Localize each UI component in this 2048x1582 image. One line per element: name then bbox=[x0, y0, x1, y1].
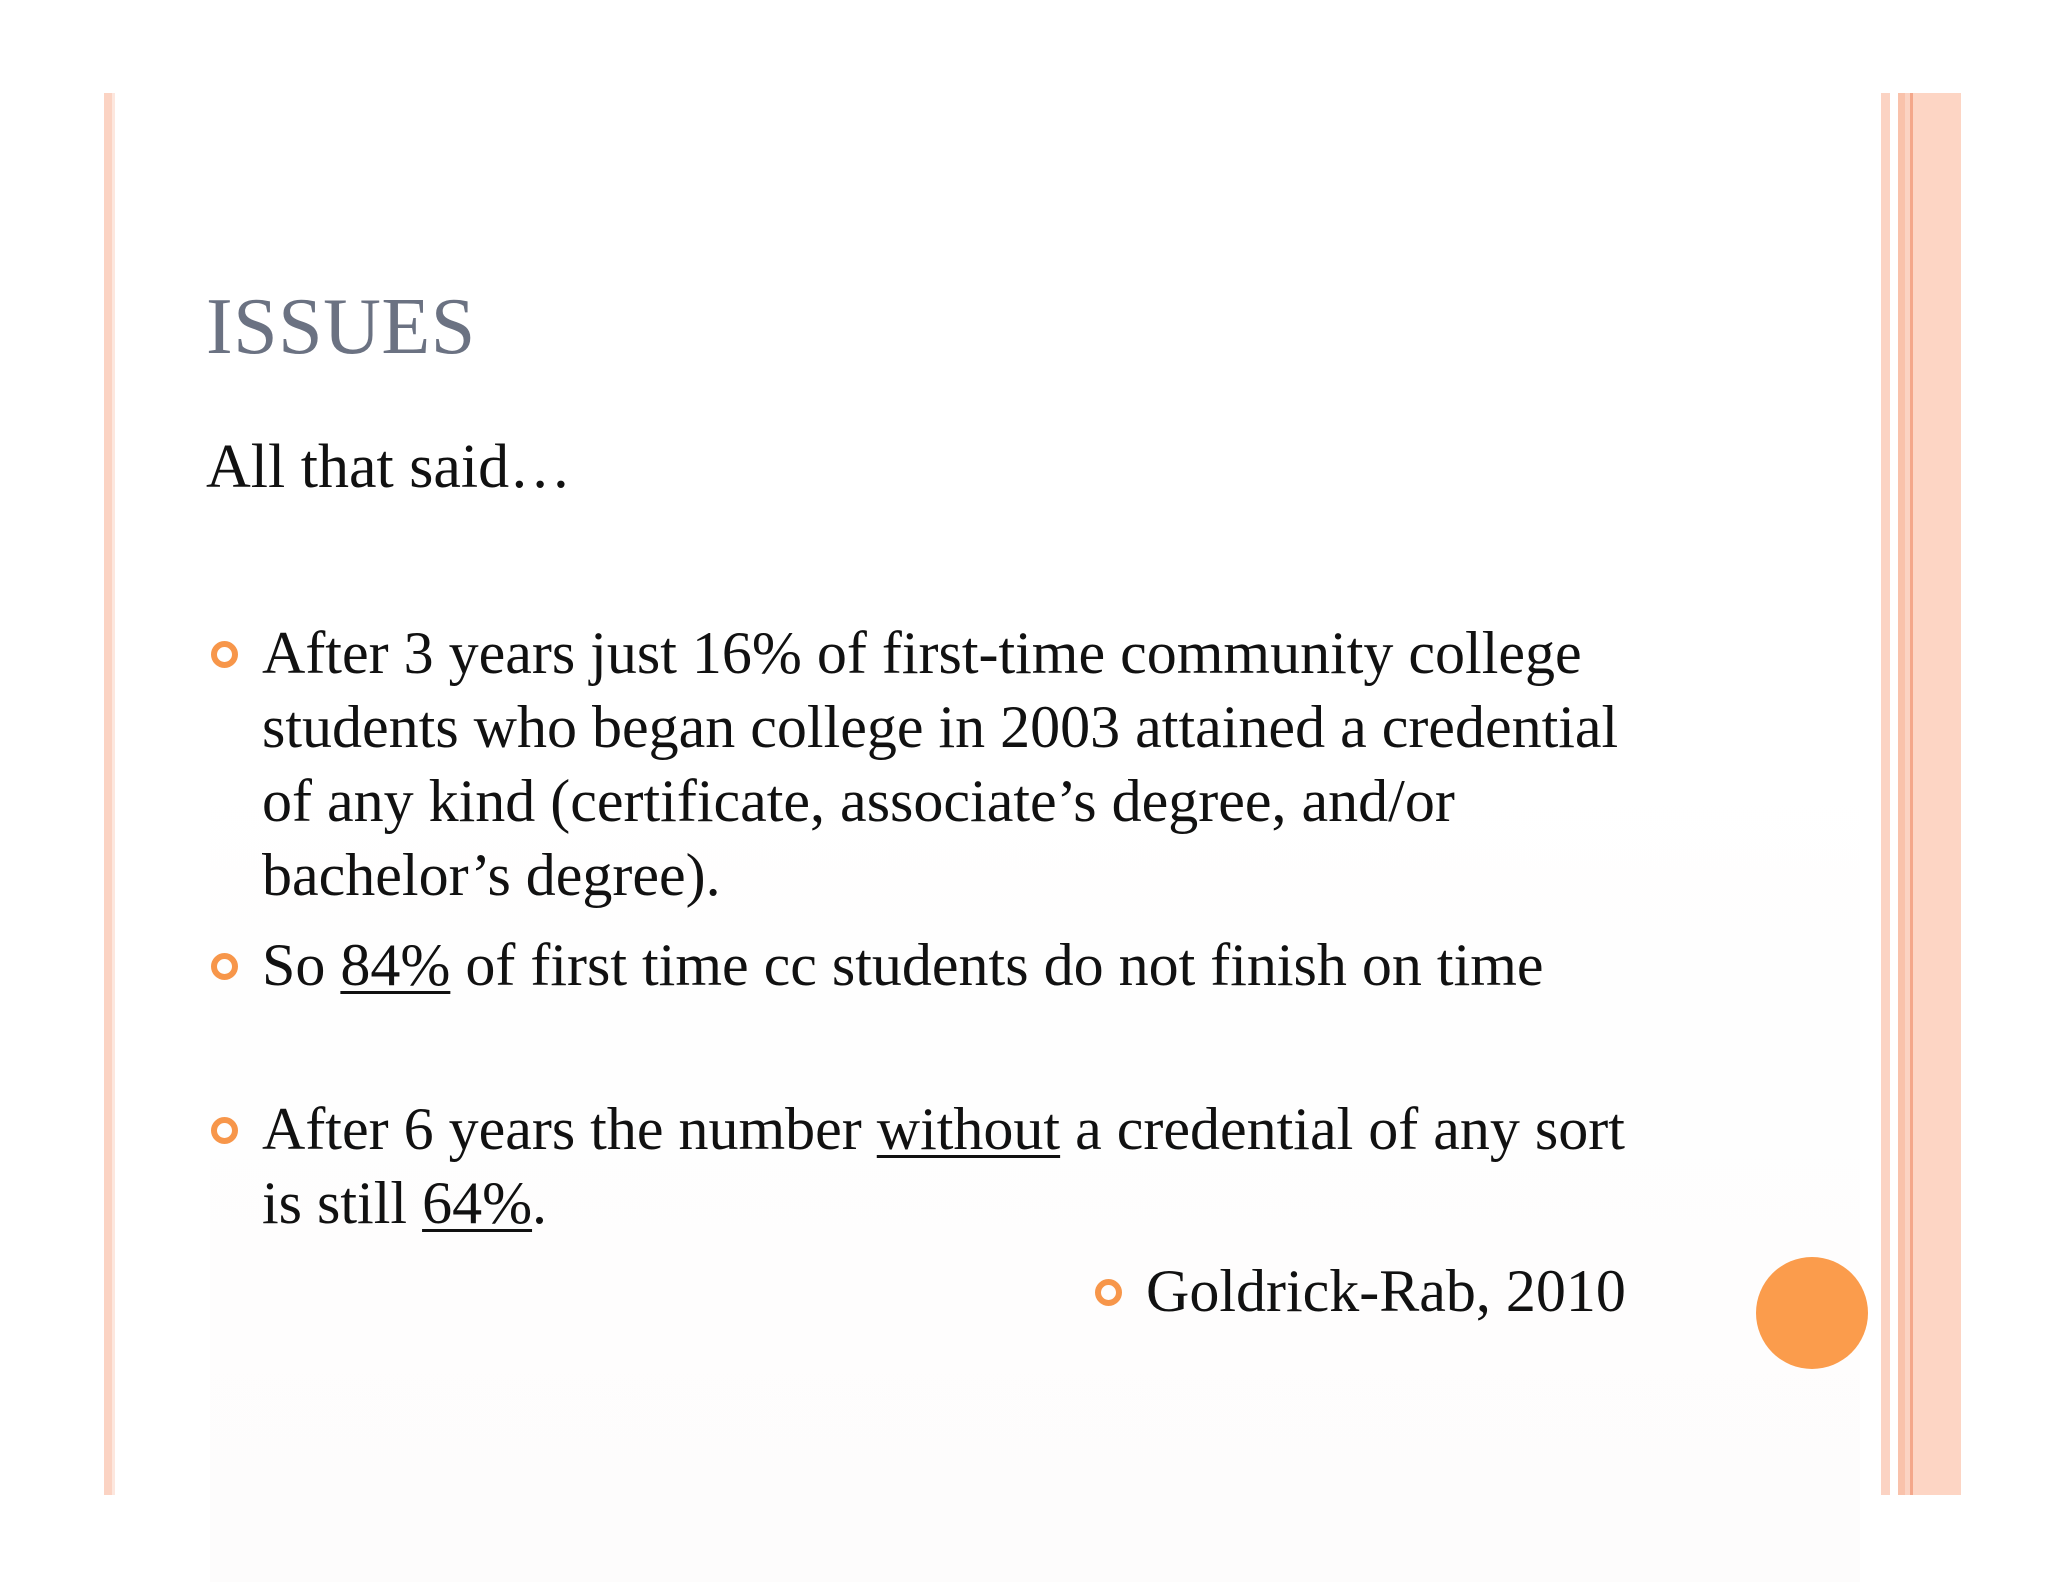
right-border-stripe bbox=[1898, 93, 1905, 1495]
slide-title: ISSUES bbox=[206, 283, 476, 371]
underlined-stat: 84% bbox=[340, 932, 451, 998]
bullet-text: After 3 years just 16% of first-time community college students who began college in 2003 attained a credential of any kind (certificate, associate’s degree, and/or bachelor’s degree). bbox=[262, 620, 1619, 908]
bullet-text-mid: a credential of any sort is still bbox=[262, 1096, 1625, 1236]
intro-text: All that said… bbox=[206, 433, 572, 501]
bullet-text-pre: So bbox=[262, 932, 341, 998]
citation bbox=[1090, 1254, 1626, 1328]
underlined-word: without bbox=[876, 1096, 1061, 1162]
underlined-stat: 64% bbox=[422, 1170, 533, 1236]
ring-bullet-icon bbox=[211, 1117, 238, 1144]
right-border-band bbox=[1913, 93, 1961, 1495]
bullet-text-post: . bbox=[532, 1170, 548, 1236]
bullet-text bbox=[206, 928, 1666, 1002]
left-border-stripe bbox=[104, 93, 112, 1495]
bullet-item bbox=[206, 928, 1666, 1002]
left-border-stripe-inner bbox=[112, 93, 115, 1495]
bullet-item bbox=[206, 616, 1666, 912]
citation-text: Goldrick-Rab, 2010 bbox=[1146, 1258, 1626, 1324]
bullet-text-post: of first time cc students do not finish on time bbox=[450, 932, 1544, 998]
bullet-text-pre: After 6 years the number bbox=[262, 1096, 877, 1162]
ring-bullet-icon bbox=[1095, 1279, 1122, 1306]
ring-bullet-icon bbox=[211, 641, 238, 668]
right-border-stripe bbox=[1881, 93, 1890, 1495]
bullet-text bbox=[206, 1092, 1666, 1240]
bullet-item bbox=[206, 1092, 1666, 1240]
orange-circle-icon bbox=[1756, 1257, 1868, 1369]
ring-bullet-icon bbox=[211, 953, 238, 980]
